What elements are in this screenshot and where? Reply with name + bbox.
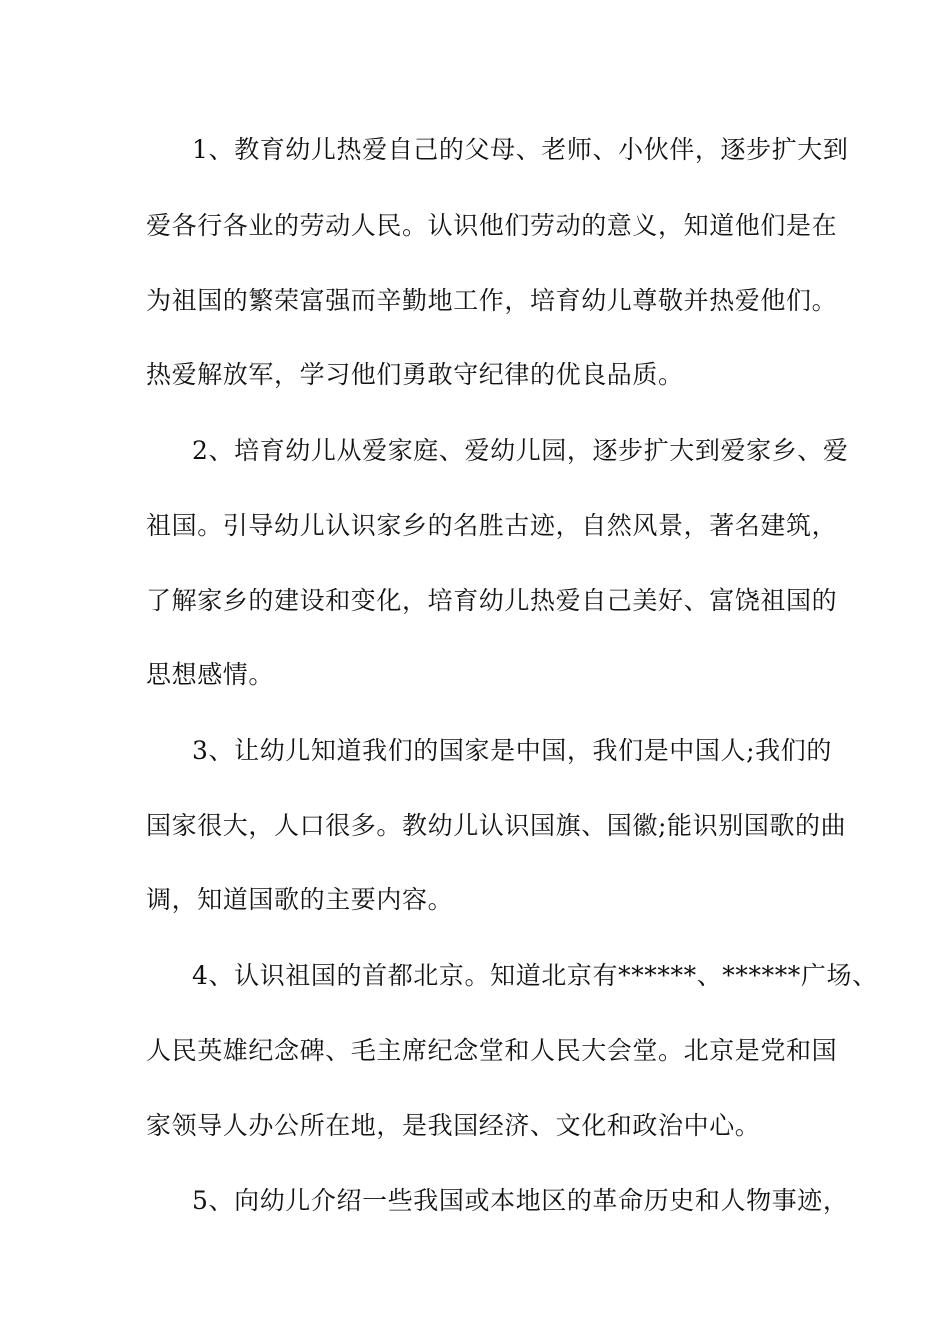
paragraph-4-line-3: 家领导人办公所在地，是我国经济、文化和政治中心。 [146,1111,761,1140]
paragraph-4-line-2: 人民英雄纪念碑、毛主席纪念堂和人民大会堂。北京是党和国 [146,1036,838,1065]
paragraph-5-line-1: 5、向幼儿介绍一些我国或本地区的革命历史和人物事迹， [192,1186,849,1215]
paragraph-1-line-3: 为祖国的繁荣富强而辛勤地工作，培育幼儿尊敬并热爱他们。 [146,286,838,315]
paragraph-2-line-4: 思想感情。 [146,660,275,689]
paragraph-2-line-3: 了解家乡的建设和变化，培育幼儿热爱自己美好、富饶祖国的 [146,586,838,615]
paragraph-1-line-4: 热爱解放军，学习他们勇敢守纪律的优良品质。 [146,360,684,389]
paragraph-2-line-2: 祖国。引导幼儿认识家乡的名胜古迹，自然风景，著名建筑， [146,511,838,540]
paragraph-4-line-1: 4、认识祖国的首都北京。知道北京有******、******广场、 [192,961,878,990]
paragraph-2-line-1: 2、培育幼儿从爱家庭、爱幼儿园，逐步扩大到爱家乡、爱 [192,436,849,465]
paragraph-3-line-3: 调，知道国歌的主要内容。 [146,885,454,914]
paragraph-3-line-1: 3、让幼儿知道我们的国家是中国，我们是中国人;我们的 [192,736,832,765]
paragraph-3-line-2: 国家很大，人口很多。教幼儿认识国旗、国徽;能识别国歌的曲 [146,811,847,840]
paragraph-1-line-2: 爱各行各业的劳动人民。认识他们劳动的意义，知道他们是在 [146,211,838,240]
paragraph-1-line-1: 1、教育幼儿热爱自己的父母、老师、小伙伴，逐步扩大到 [192,135,849,164]
